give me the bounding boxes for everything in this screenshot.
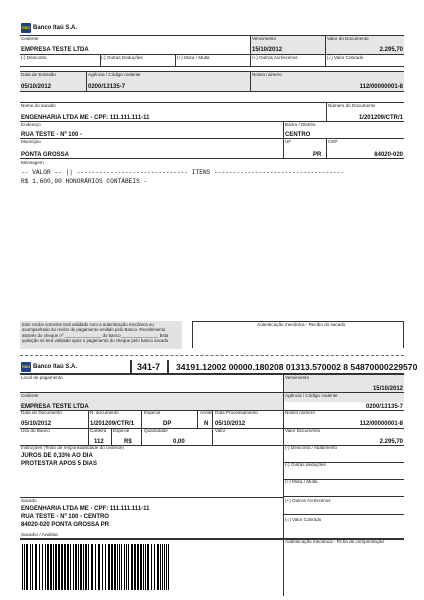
moeda-value: R$: [124, 439, 132, 445]
data-emissao-label: Data de Emissão: [21, 72, 56, 77]
quantidade-label: Quantidade: [144, 428, 168, 433]
sacado-line-1: ENGENHARIA LTDA ME - CPF: 111.111.111-11: [21, 506, 150, 512]
sacado-label: Sacado: [21, 498, 37, 503]
nosso-numero-label: Nosso número: [252, 72, 282, 77]
uf-label: UF: [285, 139, 292, 144]
desconto-label: (-) Desconto: [21, 55, 47, 60]
especie-label: Espécie: [144, 410, 161, 415]
ficha-valor-documento-label: Valor Documento: [285, 428, 321, 433]
data-documento-label: Data do Documento: [21, 410, 62, 415]
aceite-value: N: [204, 421, 209, 427]
bairro-label: Bairro / Distrito: [285, 122, 316, 127]
vencimento-value: 15/10/2012: [252, 47, 283, 53]
n-documento-label: N. documento: [90, 410, 119, 415]
sacado-line-3: 84020-020 PONTA GROSSA PR: [21, 522, 110, 528]
instrucoes-label: Instruções (Texto de responsabilidade do cedente): [21, 445, 124, 450]
nome-sacado-label: Nome do sacado: [21, 103, 56, 108]
carteira-label: Carteira: [90, 428, 107, 433]
numero-documento-value: 1/201209/CTR/1: [358, 115, 403, 121]
outros-acrescimos-label: (+) Outros Acréscimos: [252, 55, 298, 60]
valor-documento-value: 2.295,70: [379, 47, 403, 53]
valor-cobrado-label: (=) Valor Cobrado: [327, 55, 364, 60]
data-processamento-value: 05/10/2012: [215, 421, 246, 427]
barcode: [22, 544, 170, 590]
numero-documento-label: Número do Documento: [328, 103, 376, 108]
ficha-vencimento-label: Vencimento: [285, 375, 310, 380]
ficha-outros-acrescimos-label: (+) Outros Acréscimos: [285, 498, 331, 503]
ficha-vencimento-value: 15/10/2012: [372, 386, 403, 392]
ficha-autenticacao-label: Autenticação mecânica - Ficha de compensação: [285, 539, 385, 544]
ficha-outras-deducoes-label: (-) Outras deduções: [285, 462, 326, 467]
bank-name-ficha: Banco Itaú S.A.: [33, 364, 78, 370]
ficha-nosso-numero-label: Nosso número: [285, 410, 315, 415]
itau-logo-ficha: Itaú: [21, 362, 31, 372]
valor-documento-label: Valor do Documento: [327, 36, 369, 41]
sacado-line-2: RUA TESTE - Nº 100 - CENTRO: [21, 514, 109, 520]
ficha-mora-multa-label: (+) Mora / Multa: [285, 479, 318, 484]
bank-name: Banco Itaú S.A.: [33, 25, 78, 31]
aceite-label: Aceite: [200, 410, 213, 415]
endereco-label: Endereço: [21, 122, 41, 127]
ficha-cedente-label: Cedente: [21, 393, 39, 398]
endereco-value: RUA TESTE - Nº 100 -: [21, 132, 82, 138]
nome-sacado-value: ENGENHARIA LTDA ME - CPF: 111.111.111-11: [21, 115, 150, 121]
ficha-agencia-label: Agência / Código cedente: [285, 393, 338, 398]
recibo-notice: Este recibo somente terá validade com a autenticação mecânica ou acompanhado do recibo de pagamento emitido pelo Banco. Recebimento através do cheque nº _______________ do banco _______________ Esta quitação só terá validade após o pagamento do cheque pelo banco sacado: [20, 321, 182, 349]
linha-digitavel: 34191.12002 00000.180208 01313.570002 8 54870000229570: [176, 362, 418, 372]
sacador-label: Sacador / Avalista: [21, 532, 58, 537]
cep-value: 84020-020: [374, 152, 403, 158]
cep-label: CEP: [328, 139, 338, 144]
ficha-valor-cobrado-label: (=) Valor Cobrado: [285, 517, 322, 522]
outras-deducoes-label: (-) Outras Deduções: [101, 55, 143, 60]
ficha-desconto-label: (-) Desconto / Abatimento: [285, 445, 338, 450]
cedente-label: Cedente: [21, 36, 39, 41]
instrucao-1: JUROS DE 0,33% AO DIA: [21, 453, 93, 459]
uf-value: PR: [313, 152, 322, 158]
uso-banco-label: Uso do Banco: [21, 428, 50, 433]
mensagem-label: Mensagem: [21, 160, 44, 165]
ficha-agencia-value: 0200/13135-7: [365, 404, 403, 410]
autenticacao-recibo-label: Autenticação mecânica - Recibo do sacado: [257, 322, 346, 327]
instrucao-2: PROTESTAR APOS 5 DIAS: [21, 461, 98, 467]
cut-line: [20, 355, 404, 356]
nosso-numero-value: 112/00000001-8: [359, 84, 403, 90]
ficha-cedente-value: EMPRESA TESTE LTDA: [21, 404, 89, 410]
vencimento-label: Vencimento: [252, 36, 277, 41]
especie2-label: Espécie: [113, 428, 130, 433]
especie-value: DP: [163, 421, 172, 427]
municipio-label: Município: [21, 139, 41, 144]
bairro-value: CENTRO: [285, 132, 311, 138]
valor-label: Valor: [215, 428, 226, 433]
mora-multa-label: (+) Mora / Multa: [177, 55, 210, 60]
n-documento-value: 1/201209/CTR/1: [90, 421, 135, 427]
carteira-value: 112: [94, 439, 104, 445]
data-documento-value: 05/10/2012: [21, 421, 52, 427]
cedente-value: EMPRESA TESTE LTDA: [21, 47, 89, 53]
bank-code: 341-7: [137, 362, 161, 372]
itau-logo: Itaú: [21, 23, 31, 33]
local-pagamento-label: Local de pagamento: [21, 375, 63, 380]
valor-value: 0,00: [173, 439, 185, 445]
agencia-codigo-value: 0200/13135-7: [88, 84, 126, 90]
agencia-codigo-label: Agência / Código cedente: [88, 72, 141, 77]
mensagem-line-1: -- VALOR -- || ------------------------------ ITENS -----------------------------------: [21, 169, 345, 176]
mensagem-line-2: R$ 1.600,00 HONORÁRIOS CONTÁBEIS -: [21, 178, 148, 185]
data-processamento-label: Data Processamento: [215, 410, 258, 415]
ficha-valor-documento-value: 2.295,70: [379, 439, 403, 445]
data-emissao-value: 05/10/2012: [21, 84, 52, 90]
municipio-value: PONTA GROSSA: [21, 152, 70, 158]
ficha-nosso-numero-value: 112/00000001-8: [359, 421, 403, 427]
